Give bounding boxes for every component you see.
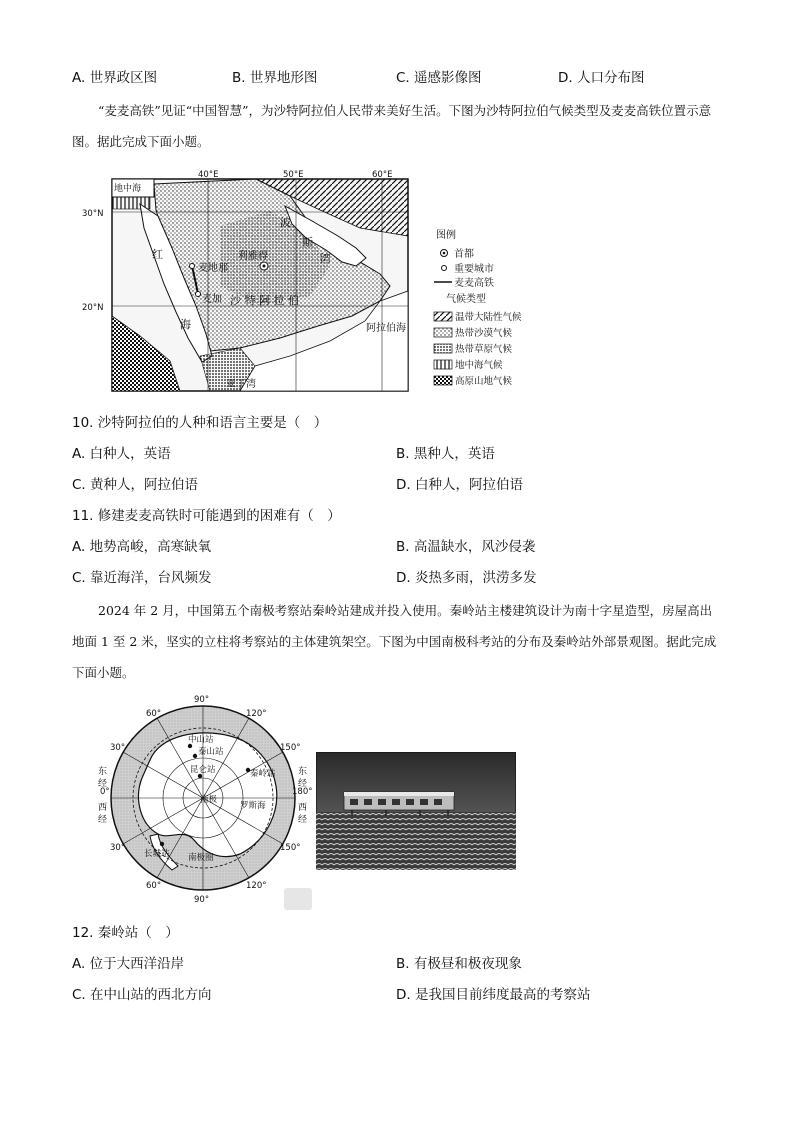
svg-text:60°: 60°: [146, 881, 162, 891]
legend-climate-3: 热带草原气候: [455, 344, 513, 355]
passage-antarctic: 2024 年 2 月，中国第五个南极考察站秦岭站建成并投入使用。秦岭站主楼建筑设计为南十字星造型，房屋高出地面 1 至 2 米，坚实的立柱将考察站的主体建筑架空。下图为中国南极科考站的分布及秦岭站外部景观图。据此完成下面小题。: [72, 603, 717, 680]
lon-label-50e: 50°E: [283, 170, 304, 180]
legend-city: 重要城市: [454, 264, 494, 275]
svg-text:东: 东: [98, 767, 108, 777]
q9-option-a[interactable]: A. 世界政区图: [72, 70, 158, 86]
legend-climate-title: 气候类型: [446, 294, 486, 305]
q11-options-row1: [72, 535, 732, 555]
svg-text:西: 西: [298, 803, 308, 813]
label-persian-3: 湾: [320, 252, 331, 265]
antarctica-station-map: [90, 690, 315, 905]
legend-climate-1: 温带大陆性气候: [455, 312, 522, 323]
q12-stem: 12. 秦岭站（ ）: [72, 925, 179, 941]
legend-climate-2: 热带沙漠气候: [455, 328, 513, 339]
qinling-station-photo: [316, 752, 516, 870]
q11-option-d[interactable]: D. 炎热多雨，洪涝多发: [396, 570, 537, 586]
svg-text:90°: 90°: [194, 895, 210, 905]
svg-text:东: 东: [298, 767, 308, 777]
svg-text:150°: 150°: [280, 843, 301, 853]
q12-options-row2: [72, 983, 732, 1003]
label-red-sea-2: 海: [180, 318, 191, 331]
q11-options-row2: [72, 566, 732, 586]
svg-text:60°: 60°: [146, 709, 162, 719]
label-taishan: 泰山站: [198, 747, 224, 757]
q9-options: [72, 66, 732, 86]
svg-text:90°: 90°: [194, 695, 210, 705]
label-saudi: 沙 特 阿 拉 伯: [230, 294, 299, 307]
svg-text:经: 经: [298, 815, 308, 825]
legend-railway: 麦麦高铁: [454, 278, 494, 289]
q10-stem: 10. 沙特阿拉伯的人种和语言主要是（ ）: [72, 415, 328, 431]
lat-label-20n: 20°N: [82, 303, 104, 313]
label-persian-1: 波: [280, 216, 291, 229]
q10-options-row1: [72, 442, 732, 462]
q12-option-d[interactable]: D. 是我国目前纬度最高的考察站: [396, 987, 591, 1003]
label-mediterranean: 地中海: [114, 184, 142, 194]
label-mecca: 麦加: [202, 294, 222, 305]
scan-smudge: [284, 888, 312, 910]
svg-text:经: 经: [98, 815, 108, 825]
q12-option-b[interactable]: B. 有极昼和极夜现象: [396, 956, 522, 972]
q11-option-b[interactable]: B. 高温缺水，风沙侵袭: [396, 539, 536, 555]
svg-text:30°: 30°: [110, 843, 126, 853]
svg-text:西: 西: [98, 803, 108, 813]
q12-options-row1: [72, 952, 732, 972]
label-persian-2: 斯: [302, 236, 313, 249]
legend-climate-5: 高原山地气候: [455, 376, 513, 387]
svg-text:经: 经: [98, 779, 108, 789]
svg-text:120°: 120°: [246, 881, 267, 891]
label-red-sea-1: 红: [152, 248, 163, 261]
svg-text:150°: 150°: [280, 743, 301, 753]
label-riyadh: 利雅得: [238, 251, 268, 262]
q10-options-row2: [72, 473, 732, 493]
label-aden: 亚丁湾: [226, 379, 256, 390]
passage-saudi: “麦麦高铁”见证“中国智慧”，为沙特阿拉伯人民带来美好生活。下图为沙特阿拉伯气候类型及麦麦高铁位置示意图。据此完成下面小题。: [72, 103, 712, 149]
q12-option-c[interactable]: C. 在中山站的西北方向: [72, 987, 212, 1003]
lat-label-30n: 30°N: [82, 209, 104, 219]
legend-capital: 首都: [454, 249, 474, 260]
label-arabian-sea: 阿拉伯海: [366, 323, 406, 334]
q10-option-d[interactable]: D. 白种人，阿拉伯语: [396, 477, 523, 493]
map1-legend: [434, 228, 522, 387]
svg-text:0°: 0°: [100, 787, 110, 797]
svg-text:180°: 180°: [292, 787, 313, 797]
q9-option-d[interactable]: D. 人口分布图: [558, 70, 645, 86]
lon-label-40e: 40°E: [198, 170, 219, 180]
q9-option-b[interactable]: B. 世界地形图: [232, 70, 318, 86]
label-zhongshan: 中山站: [188, 735, 214, 745]
label-changcheng: 长城站: [144, 849, 170, 859]
q9-option-c[interactable]: C. 遥感影像图: [396, 70, 482, 86]
label-south-pole: 南极: [200, 795, 218, 805]
label-ross: 罗斯海: [240, 801, 266, 811]
svg-text:经: 经: [298, 779, 308, 789]
q10-option-c[interactable]: C. 黄种人，阿拉伯语: [72, 477, 199, 493]
label-medina: 麦地那: [198, 263, 228, 274]
label-qinling: 秦岭站: [250, 769, 276, 779]
legend-title: 图例: [436, 230, 456, 241]
q10-option-b[interactable]: B. 黑种人，英语: [396, 446, 495, 462]
saudi-climate-map: [80, 166, 550, 396]
q12-option-a[interactable]: A. 位于大西洋沿岸: [72, 956, 185, 972]
svg-text:30°: 30°: [110, 743, 126, 753]
svg-text:120°: 120°: [246, 709, 267, 719]
legend-climate-4: 地中海气候: [455, 360, 503, 371]
q11-stem: 11. 修建麦麦高铁时可能遇到的困难有（ ）: [72, 508, 341, 524]
q10-option-a[interactable]: A. 白种人，英语: [72, 446, 171, 462]
q11-option-a[interactable]: A. 地势高峻，高寒缺氧: [72, 539, 212, 555]
lon-label-60e: 60°E: [372, 170, 393, 180]
label-circle: 南极圈: [188, 853, 214, 863]
label-kunlun: 昆仑站: [190, 765, 216, 775]
q11-option-c[interactable]: C. 靠近海洋，台风频发: [72, 570, 212, 586]
